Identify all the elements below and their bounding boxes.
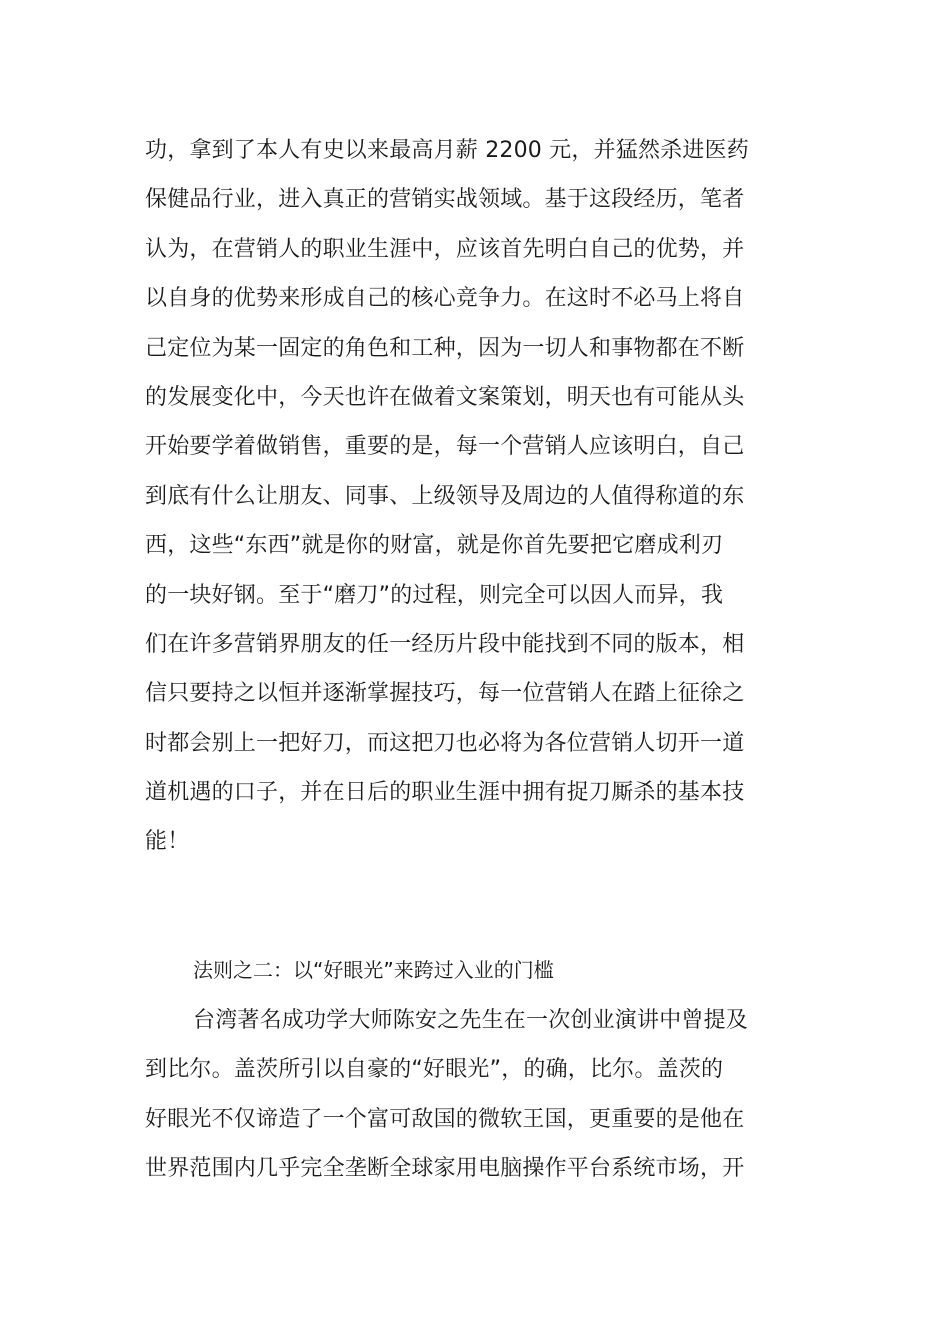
paragraph-2-line: 到比尔。盖茨所引以自豪的“好眼光”，的确，比尔。盖茨的 xyxy=(145,1057,724,1083)
paragraph-1 xyxy=(145,126,805,867)
paragraph-1-line: 西，这些“东西”就是你的财富，就是你首先要把它磨成利刃 xyxy=(145,533,724,559)
paragraph-1-line: 功，拿到了本人有史以来最高月薪 2200 元，并猛然杀进医药 xyxy=(145,138,749,163)
paragraph-1-line: 的发展变化中，今天也许在做着文案策划，明天也有可能从头 xyxy=(145,384,745,410)
paragraph-1-line: 到底有什么让朋友、同事、上级领导及周边的人值得称道的东 xyxy=(145,483,745,509)
section-heading: 法则之二：以“好眼光”来跨过入业的门槛 xyxy=(193,958,554,982)
paragraph-2-line: 世界范围内几乎完全垄断全球家用电脑操作平台系统市场，开 xyxy=(145,1156,745,1182)
section-heading-block xyxy=(145,946,805,995)
paragraph-1-line: 保健品行业，进入真正的营销实战领域。基于这段经历，笔者 xyxy=(145,187,745,213)
paragraph-1-line: 认为，在营销人的职业生涯中，应该首先明白自己的优势，并 xyxy=(145,236,745,262)
paragraph-1-line: 能！ xyxy=(145,829,190,855)
paragraph-2 xyxy=(145,996,805,1194)
paragraph-1-line: 时都会别上一把好刀，而这把刀也必将为各位营销人切开一道 xyxy=(145,730,745,756)
paragraph-1-line: 以自身的优势来形成自己的核心竞争力。在这时不必马上将自 xyxy=(145,286,745,312)
paragraph-1-line: 信只要持之以恒并逐渐掌握技巧，每一位营销人在踏上征徐之 xyxy=(145,681,745,707)
paragraph-2-line: 台湾著名成功学大师陈安之先生在一次创业演讲中曾提及 xyxy=(193,1008,749,1033)
paragraph-1-line: 的一块好钢。至于“磨刀”的过程，则完全可以因人而异，我 xyxy=(145,582,724,608)
paragraph-1-line: 们在许多营销界朋友的任一经历片段中能找到不同的版本，相 xyxy=(145,631,745,657)
paragraph-2-line: 好眼光不仅谛造了一个富可敌国的微软王国，更重要的是他在 xyxy=(145,1106,745,1132)
paragraph-1-line: 道机遇的口子，并在日后的职业生涯中拥有捉刀厮杀的基本技 xyxy=(145,780,745,806)
paragraph-1-line: 开始要学着做销售，重要的是，每一个营销人应该明白，自己 xyxy=(145,434,745,460)
paragraph-1-line: 己定位为某一固定的角色和工种，因为一切人和事物都在不断 xyxy=(145,335,745,361)
